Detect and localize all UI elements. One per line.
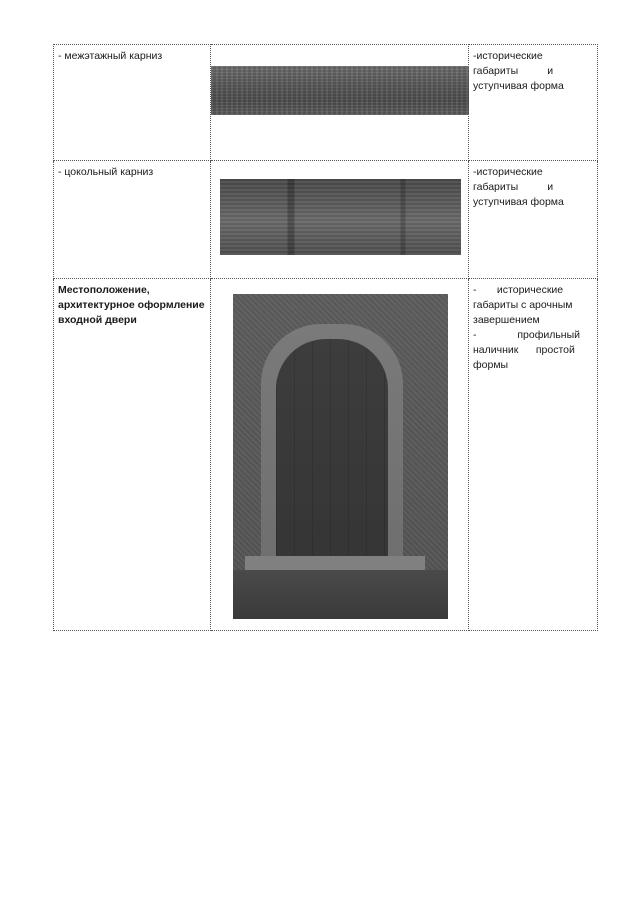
note-line: -исторические [473, 166, 543, 178]
note-cell [469, 45, 598, 161]
label-cell [54, 45, 211, 161]
door-leaf [276, 339, 388, 569]
table-row [54, 45, 598, 161]
note-cell [469, 279, 598, 631]
note-line: - профильный [473, 329, 581, 341]
element-label: - цокольный карниз [58, 166, 154, 178]
photo-cell [211, 279, 469, 631]
photo-cell [211, 161, 469, 279]
note-line: наличник простой [473, 344, 575, 356]
element-table [53, 44, 598, 631]
entrance-door-photo [233, 294, 448, 619]
door-ground [233, 570, 448, 619]
note-line: уступчивая форма [473, 80, 564, 92]
plinth-cornice-photo [220, 179, 461, 255]
photo-cell [211, 45, 469, 161]
note-line: -исторические [473, 50, 543, 62]
note-line: габариты и [473, 181, 554, 193]
table-row [54, 279, 598, 631]
label-cell [54, 161, 211, 279]
element-label: - межэтажный карниз [58, 50, 163, 62]
label-cell [54, 279, 211, 631]
note-line: уступчивая форма [473, 196, 564, 208]
element-label: Местоположение, архитектурное оформление входной двери [58, 284, 205, 326]
cornice-photo [211, 66, 469, 115]
table-row [54, 161, 598, 279]
note-line: габариты с арочным [473, 299, 573, 311]
door-step [245, 556, 425, 570]
note-line: формы [473, 359, 509, 371]
note-line: - исторические [473, 284, 564, 296]
note-cell [469, 161, 598, 279]
note-line: габариты и [473, 65, 554, 77]
note-line: завершением [473, 314, 540, 326]
